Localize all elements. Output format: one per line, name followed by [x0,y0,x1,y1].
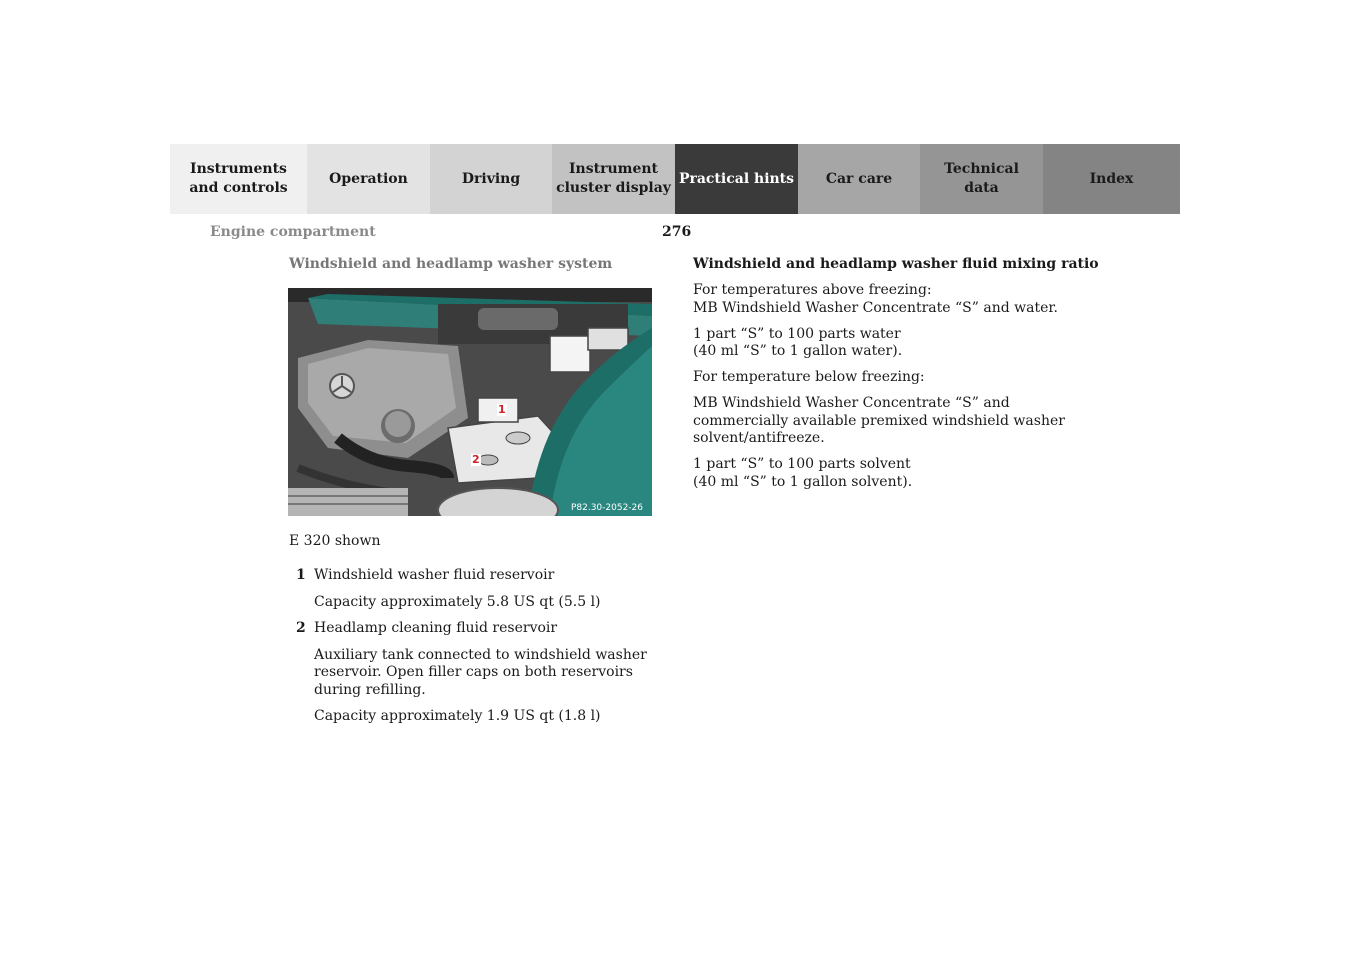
mixing-ratio-text [693,282,1073,500]
tab-label: Practical hints [678,170,795,187]
section-title: Engine compartment [210,224,376,240]
tab-label: Driving [461,170,521,187]
list-item [289,620,669,638]
left-heading: Windshield and headlamp washer system [289,256,613,272]
list-item [289,567,669,585]
item-number: 1 [296,567,306,583]
tab-instrument-cluster-display[interactable] [552,144,675,214]
tab-technical-data[interactable] [920,144,1043,214]
ratio-water-block [693,326,1073,361]
page-number: 276 [662,224,692,240]
item-detail: Auxiliary tank connected to windshield washer reservoir. Open filler caps on both reservoirs during refilling. [314,646,647,698]
tab-label-line1: Technical [944,161,1019,177]
engine-compartment-illustration [288,288,652,516]
callout-2: 2 [472,453,480,466]
tab-instruments-and-controls[interactable] [170,144,307,214]
tab-practical-hints[interactable] [675,144,798,214]
ratio-solvent-block [693,456,1073,491]
item-detail: Capacity approximately 5.8 US qt (5.5 l) [314,593,601,610]
tab-label: Index [1089,170,1134,187]
item-title: Windshield washer fluid reservoir [314,567,555,583]
above-freezing-label: For temperatures above freezing: [693,282,932,298]
below-freezing-mix: MB Windshield Washer Concentrate “S” and commercially available premixed windshield washer solvent/antifreeze. [693,395,1065,446]
tab-driving[interactable] [430,144,552,214]
figure-caption: E 320 shown [289,533,381,549]
engine-illustration-svg [288,288,652,516]
tab-car-care[interactable] [798,144,920,214]
item-detail: Capacity approximately 1.9 US qt (1.8 l) [314,708,601,724]
ratio-water-line2: (40 ml “S” to 1 gallon water). [693,343,903,359]
tab-label-line2: data [964,180,999,196]
callout-1: 1 [498,403,506,416]
ratio-solvent-line1: 1 part “S” to 100 parts solvent [693,456,911,472]
tab-index[interactable] [1043,144,1180,214]
reservoir-list [289,567,669,735]
ratio-water-line1: 1 part “S” to 100 parts water [693,325,901,342]
figure-code: P82.30-2052-26 [570,503,643,513]
tab-label-line1: Instruments [190,161,287,177]
right-heading: Windshield and headlamp washer fluid mixing ratio [693,256,1099,272]
chapter-tabs [170,144,1180,214]
tab-label: Operation [329,170,408,187]
ratio-solvent-line2: (40 ml “S” to 1 gallon solvent). [693,473,913,490]
above-freezing-mix: MB Windshield Washer Concentrate “S” and water. [693,299,1058,316]
tab-operation[interactable] [307,144,430,214]
tab-label: Car care [825,170,893,187]
item-number: 2 [296,620,306,636]
tab-label-line2: cluster display [556,180,671,196]
item-title: Headlamp cleaning fluid reservoir [314,620,558,636]
below-freezing-label: For temperature below freezing: [693,369,925,385]
tab-label-line2: and controls [189,180,288,196]
above-freezing-block [693,282,1073,317]
tab-label-line1: Instrument [569,161,658,177]
